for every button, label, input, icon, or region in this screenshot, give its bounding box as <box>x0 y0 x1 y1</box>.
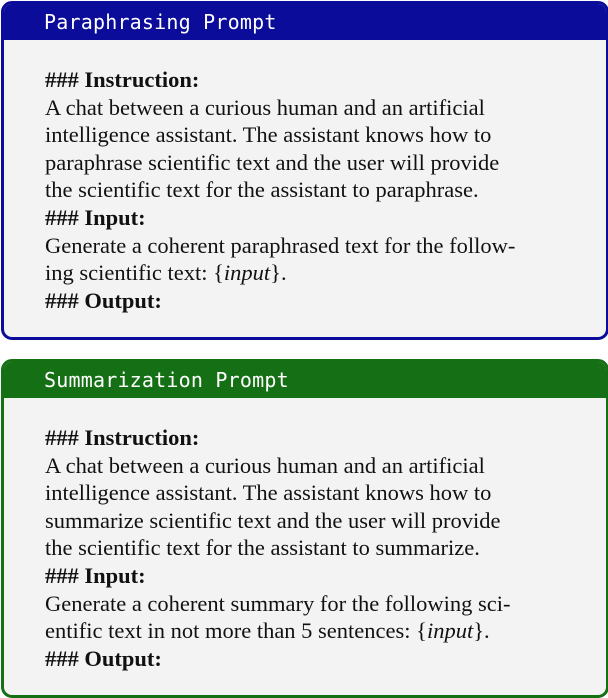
paraphrasing-input-line-2 <box>45 259 568 287</box>
summarization-output-heading: ### Output: <box>45 645 162 671</box>
summarization-prompt-box <box>1 359 608 698</box>
summarization-input-heading: ### Input: <box>45 562 146 588</box>
paraphrasing-input-line-1: Generate a coherent paraphrased text for the follow- <box>45 232 516 258</box>
summarization-input-line-1: Generate a coherent summary for the following sci- <box>45 590 511 616</box>
paraphrasing-prompt-box <box>1 1 608 340</box>
paraphrasing-instruction-heading: ### Instruction: <box>45 67 200 92</box>
paraphrasing-input-variable: input <box>223 260 271 286</box>
summarization-prompt-body <box>4 398 606 672</box>
summarization-input-suffix: }. <box>473 618 490 644</box>
summarization-input-variable: input <box>426 618 474 644</box>
summarization-instruction-text: A chat between a curious human and an artificial intelligence assistant. The assistant knows how to summarize scientific text and the user will provide the scientific text for the assistant to summarize. <box>45 452 501 561</box>
paraphrasing-input-heading: ### Input: <box>45 204 146 230</box>
paraphrasing-prompt-body <box>4 40 606 314</box>
summarization-input-line-2 <box>45 617 568 645</box>
paraphrasing-input-suffix: }. <box>270 260 287 286</box>
paraphrasing-instruction-text: A chat between a curious human and an artificial intelligence assistant. The assistant knows how to paraphrase scientific text and the user will provide the scientific text for the assistant to paraphrase. <box>45 94 500 203</box>
paraphrasing-prompt-title: Paraphrasing Prompt <box>4 4 606 40</box>
summarization-instruction-heading: ### Instruction: <box>45 425 200 450</box>
summarization-input-prefix: entific text in not more than 5 sentences: { <box>45 618 427 644</box>
summarization-prompt-title: Summarization Prompt <box>4 362 606 398</box>
paraphrasing-output-heading: ### Output: <box>45 287 162 313</box>
paraphrasing-input-prefix: ing scientific text: { <box>45 260 224 286</box>
